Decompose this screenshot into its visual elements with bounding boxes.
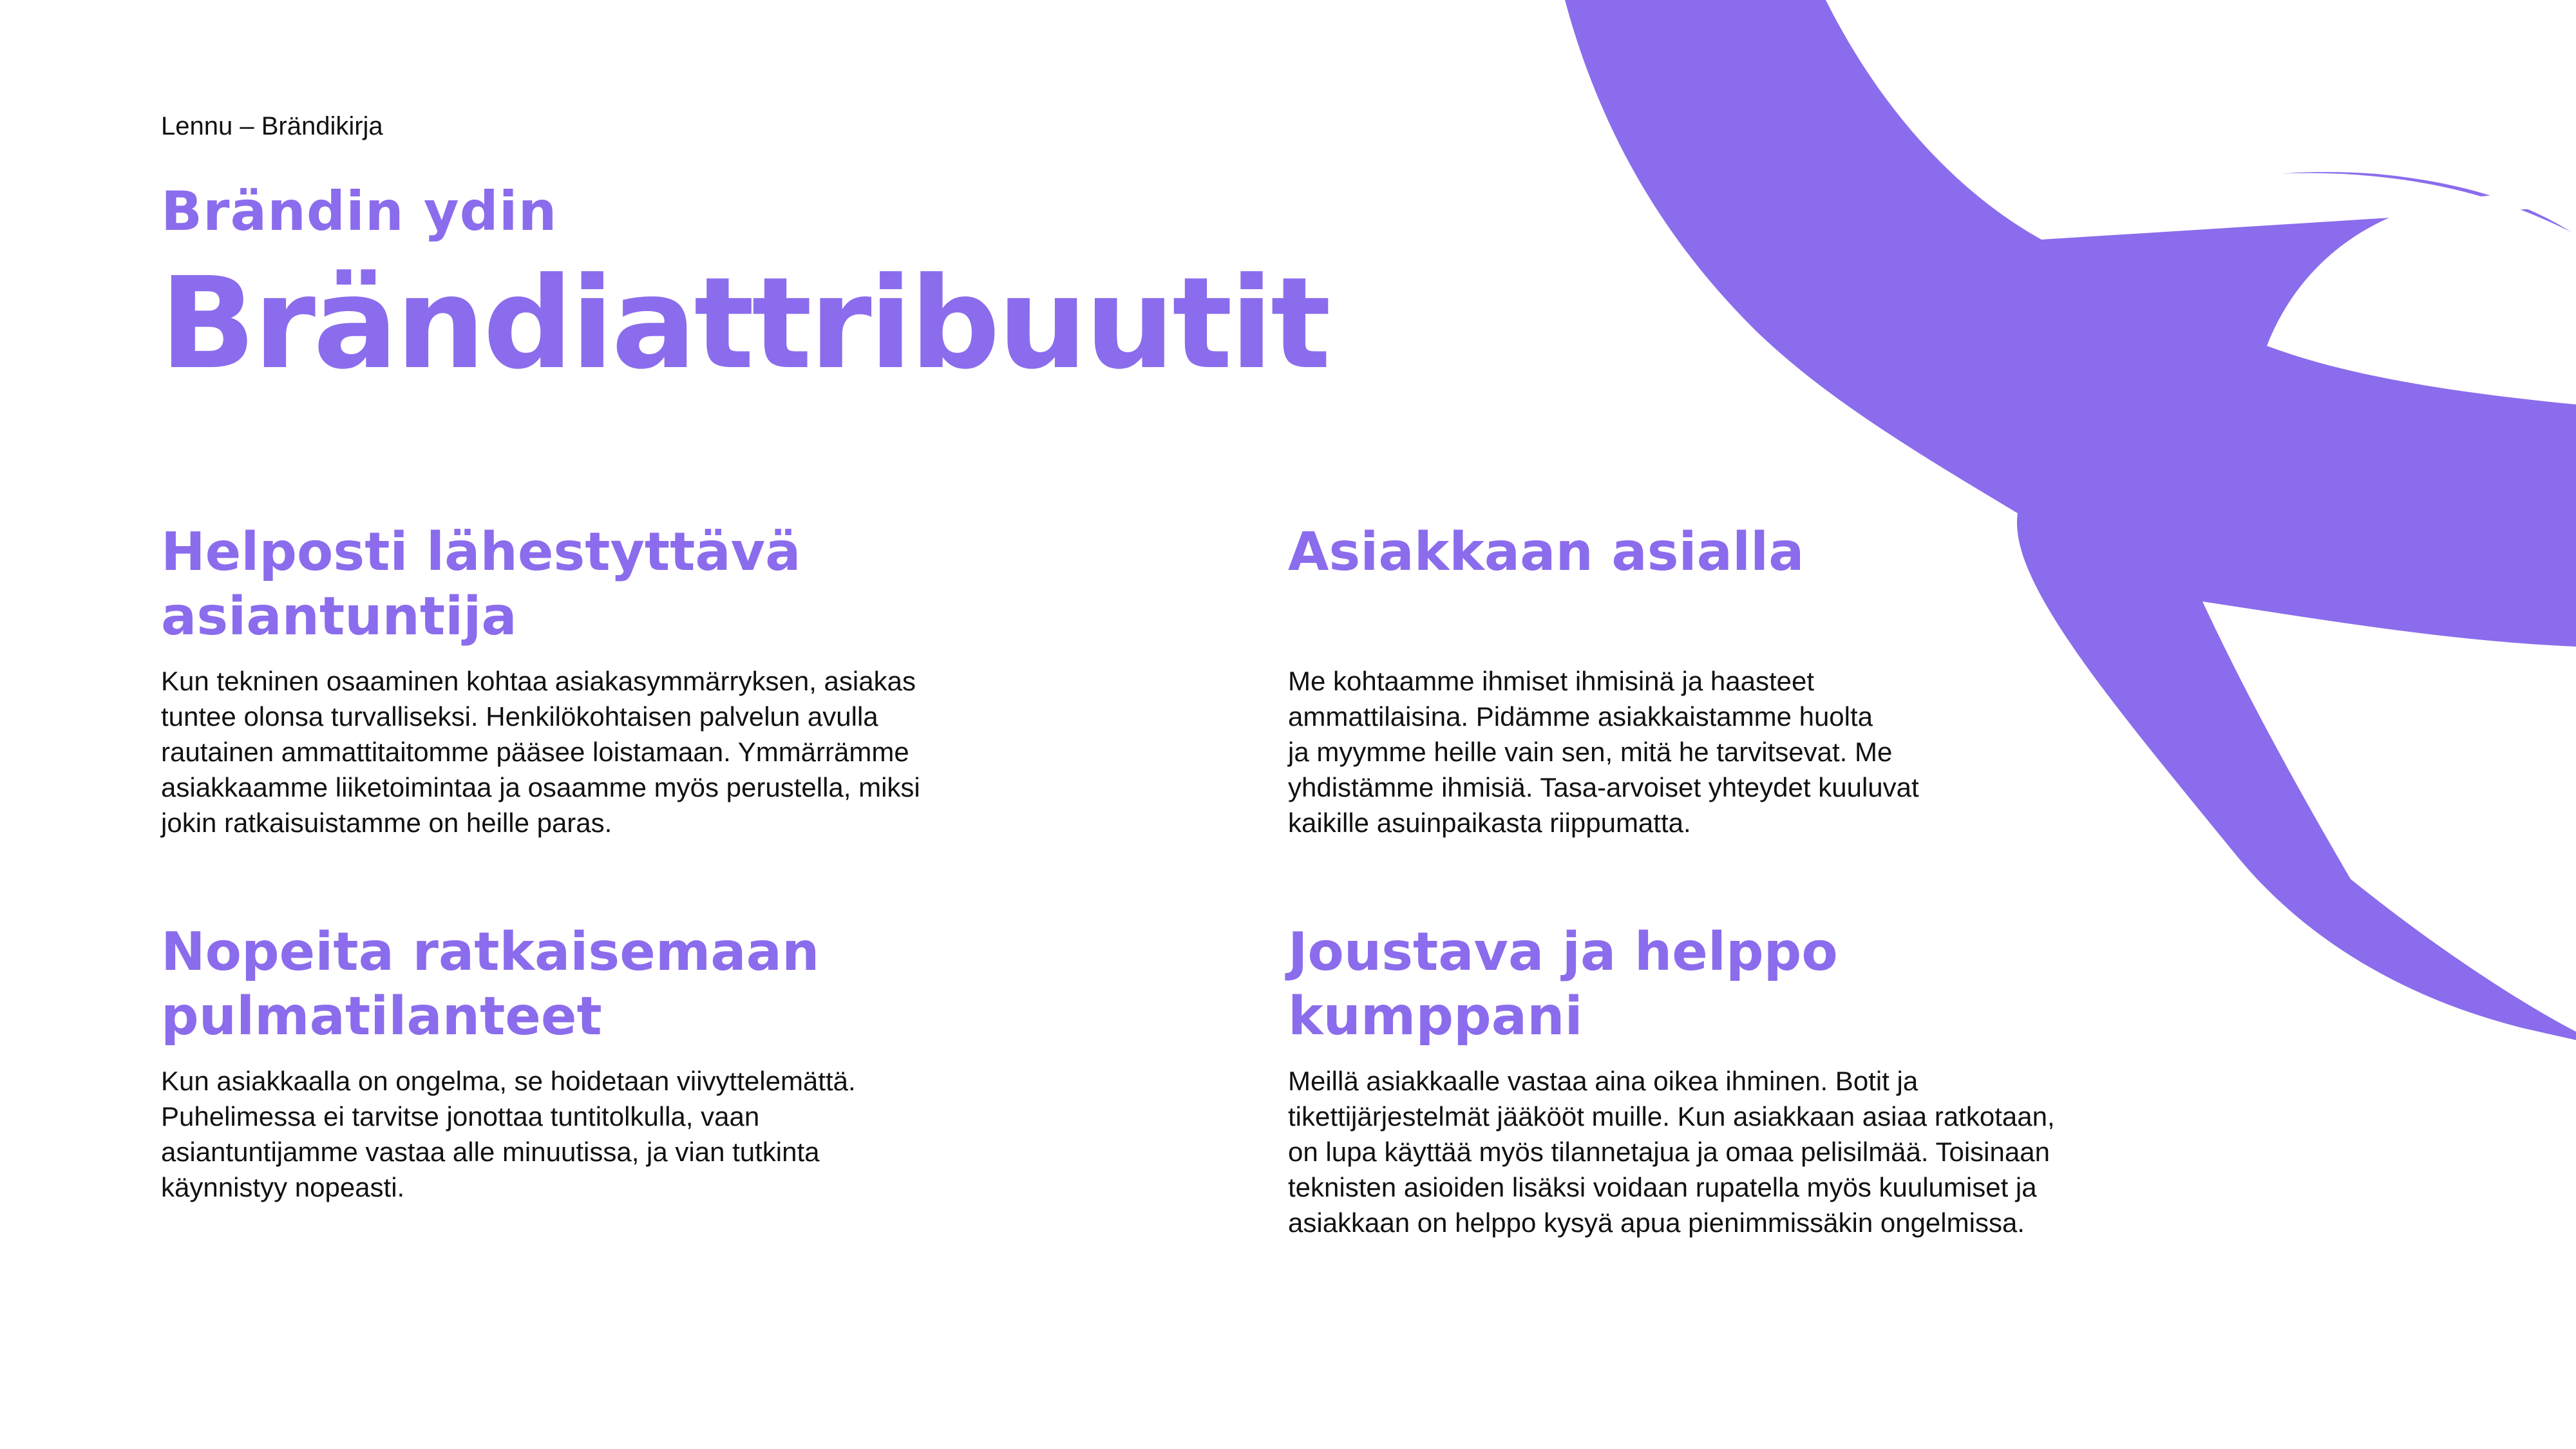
attribute-description: Kun asiakkaalla on ongelma, se hoidetaan viivyttelemättä. Puhelimessa ei tarvitse jonottaa tuntitolkulla, vaan asiantuntijamme vastaa alle minuutissa, ja vian tutkinta käynnistyy nopeasti. (161, 1066, 856, 1202)
attribute-heading: Nopeita ratkaisemaan pulmatilanteet (161, 922, 820, 1047)
attribute-description: Meillä asiakkaalle vastaa aina oikea ihminen. Botit ja tikettijärjestelmät jääkööt muille. Kun asiakkaan asiaa ratkotaan, on lupa käyttää myös tilannetajua ja omaa pelisilmää. Toisinaan teknisten asioiden lisäksi voidaan rupatella myös kuulumiset ja asiakkaan on helppo kysyä apua pienimmissäkin ongelmissa. (1288, 1066, 2055, 1238)
attribute-heading: Helposti lähestyttävä asiantuntija (161, 522, 801, 647)
page-number: 5 (2394, 117, 2409, 144)
attribute-flexible-partner (1288, 920, 2164, 1240)
section-kicker: Brändin ydin (161, 180, 558, 243)
attribute-heading: Joustava ja helppo kumppani (1288, 922, 1838, 1047)
attribute-quick-problem-solvers (161, 920, 1037, 1205)
page-title: Brändiattribuutit (160, 251, 1329, 397)
attribute-description: Me kohtaamme ihmiset ihmisinä ja haasteet ammattilaisina. Pidämme asiakkaistamme huolta ja myymme heille vain sen, mitä he tarvitsevat. Me yhdistämme ihmisiä. Tasa-arvoiset yhteydet kuuluvat kaikille asuinpaikasta riippumatta. (1288, 666, 1919, 838)
attribute-heading: Asiakkaan asialla (1288, 522, 1804, 583)
document-label: Lennu – Brändikirja (161, 112, 383, 140)
attribute-approachable-expert (161, 520, 1037, 840)
attribute-customer-advocate (1288, 520, 2164, 840)
attribute-description: Kun tekninen osaaminen kohtaa asiakasymmärryksen, asiakas tuntee olonsa turvalliseksi. Henkilökohtaisen palvelun avulla rautainen ammattitaitomme pääsee loistamaan. Ymmärrämme asiakkaamme liiketoimintaa ja osaamme myös perustella, miksi jokin ratkaisuistamme on heille paras. (161, 666, 920, 838)
